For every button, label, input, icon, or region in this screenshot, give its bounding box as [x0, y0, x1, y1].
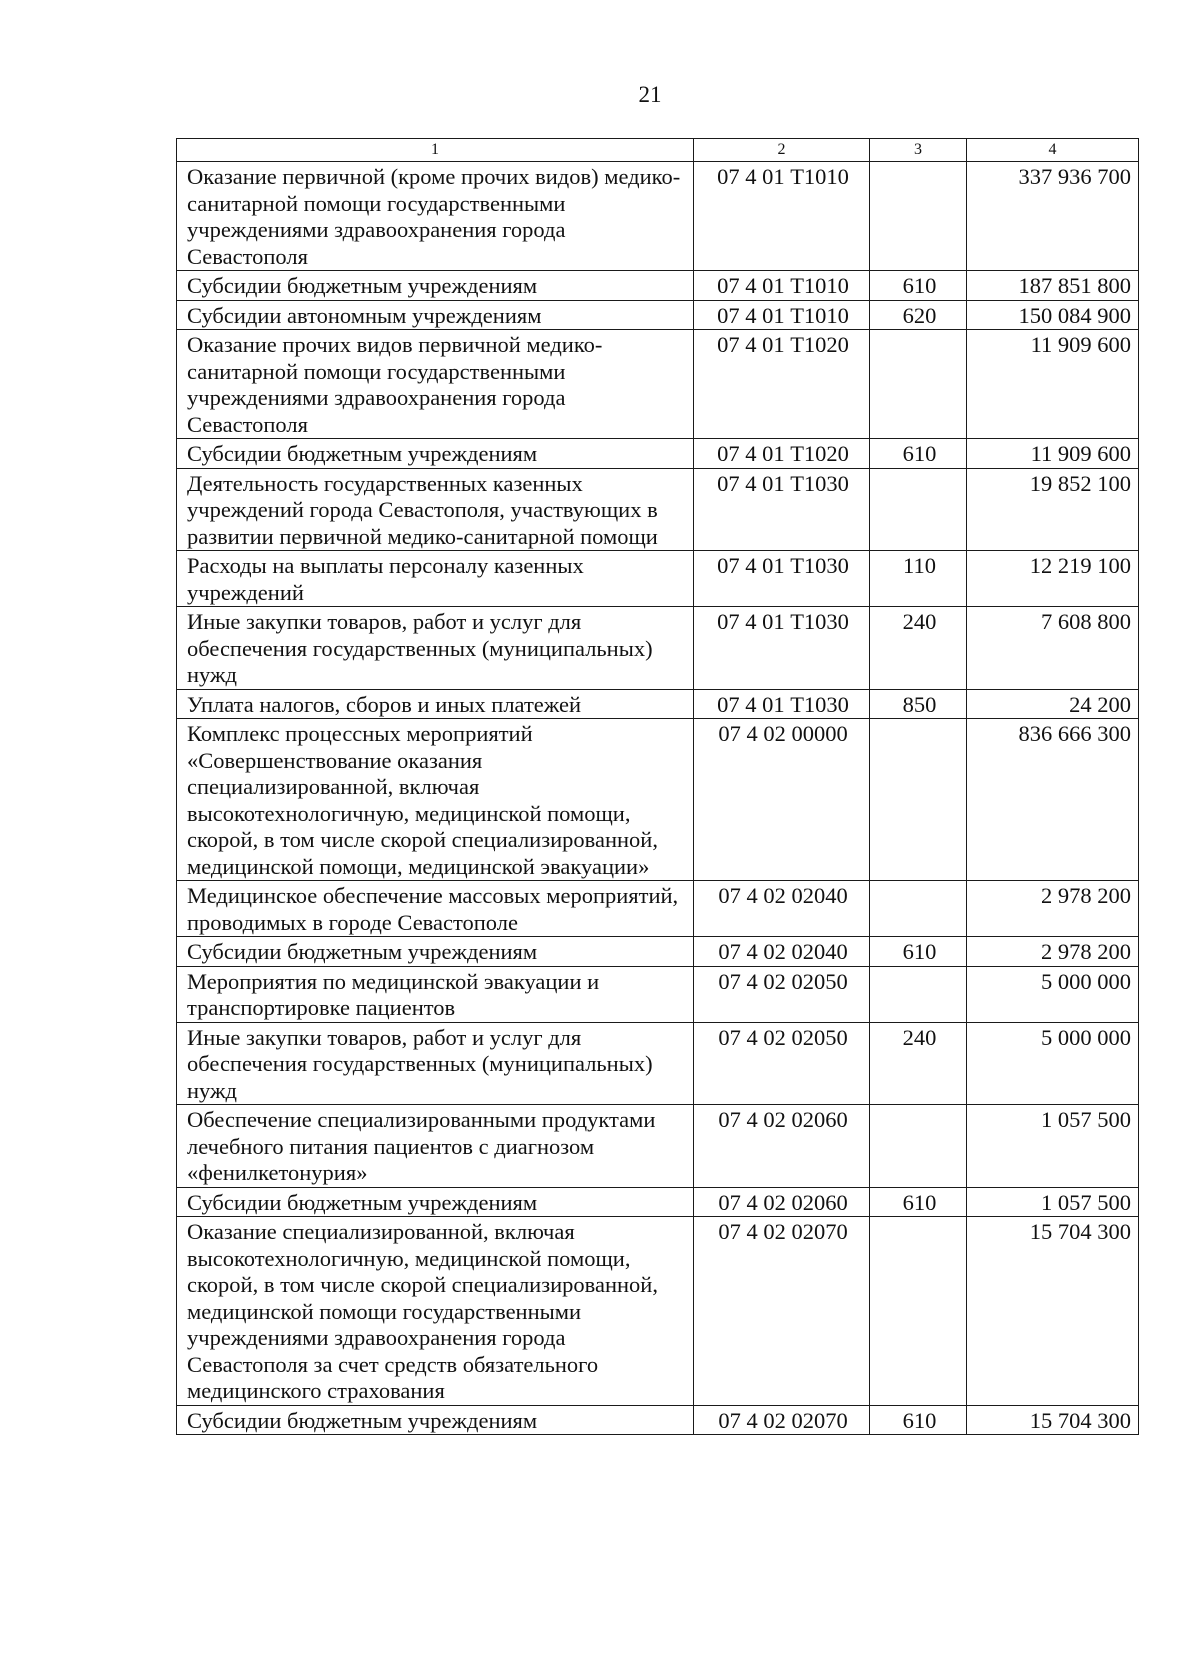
target-code-cell: 07 4 01 Т1030: [694, 468, 870, 551]
expense-type-cell: [870, 330, 967, 439]
expense-name-cell: Иные закупки товаров, работ и услуг для обеспечения государственных (муниципальных) нужд: [177, 607, 694, 690]
expense-type-cell: 110: [870, 551, 967, 607]
budget-table: [176, 138, 1139, 1435]
expense-type-cell: 610: [870, 1187, 967, 1217]
target-code-cell: 07 4 02 02060: [694, 1105, 870, 1188]
expense-name-cell: Медицинское обеспечение массовых мероприятий, проводимых в городе Севастополе: [177, 881, 694, 937]
target-code-cell: 07 4 02 02050: [694, 1022, 870, 1105]
amount-cell: 12 219 100: [967, 551, 1139, 607]
target-code-cell: 07 4 01 Т1020: [694, 330, 870, 439]
amount-cell: 7 608 800: [967, 607, 1139, 690]
amount-cell: 337 936 700: [967, 162, 1139, 271]
amount-cell: 5 000 000: [967, 1022, 1139, 1105]
table-row: [177, 719, 1139, 881]
table-row: [177, 966, 1139, 1022]
amount-cell: 19 852 100: [967, 468, 1139, 551]
target-code-cell: 07 4 02 02070: [694, 1217, 870, 1406]
target-code-cell: 07 4 02 02050: [694, 966, 870, 1022]
target-code-cell: 07 4 02 00000: [694, 719, 870, 881]
table-row: [177, 439, 1139, 469]
expense-name-cell: Комплекс процессных мероприятий «Совершенствование оказания специализированной, включая высокотехнологичную, медицинской помощи, скорой, в том числе скорой специализированной, медицинской помощи, медицинской эвакуации»: [177, 719, 694, 881]
table-row: [177, 1105, 1139, 1188]
expense-type-cell: 610: [870, 937, 967, 967]
expense-type-cell: 610: [870, 271, 967, 301]
column-header-2: 2: [694, 139, 870, 162]
amount-cell: 15 704 300: [967, 1217, 1139, 1406]
expense-type-cell: 610: [870, 1405, 967, 1435]
table-row: [177, 1405, 1139, 1435]
expense-name-cell: Субсидии бюджетным учреждениям: [177, 271, 694, 301]
table-body: [177, 162, 1139, 1435]
table-row: [177, 551, 1139, 607]
expense-type-cell: 610: [870, 439, 967, 469]
expense-type-cell: [870, 1105, 967, 1188]
expense-name-cell: Деятельность государственных казенных учреждений города Севастополя, участвующих в развитии первичной медико-санитарной помощи: [177, 468, 694, 551]
expense-name-cell: Расходы на выплаты персоналу казенных учреждений: [177, 551, 694, 607]
table-row: [177, 468, 1139, 551]
expense-name-cell: Оказание первичной (кроме прочих видов) медико-санитарной помощи государственными учреждениями здравоохранения города Севастополя: [177, 162, 694, 271]
expense-type-cell: [870, 1217, 967, 1406]
column-header-4: 4: [967, 139, 1139, 162]
target-code-cell: 07 4 01 Т1020: [694, 439, 870, 469]
expense-name-cell: Оказание специализированной, включая высокотехнологичную, медицинской помощи, скорой, в том числе скорой специализированной, медицинской помощи государственными учреждениями здравоохранения города Севастополя за счет средств обязательного медицинского страхования: [177, 1217, 694, 1406]
target-code-cell: 07 4 01 Т1030: [694, 551, 870, 607]
target-code-cell: 07 4 02 02040: [694, 937, 870, 967]
table-row: [177, 689, 1139, 719]
column-header-3: 3: [870, 139, 967, 162]
amount-cell: 187 851 800: [967, 271, 1139, 301]
expense-name-cell: Иные закупки товаров, работ и услуг для обеспечения государственных (муниципальных) нужд: [177, 1022, 694, 1105]
target-code-cell: 07 4 01 Т1010: [694, 271, 870, 301]
target-code-cell: 07 4 02 02040: [694, 881, 870, 937]
table-row: [177, 330, 1139, 439]
expense-name-cell: Субсидии автономным учреждениям: [177, 300, 694, 330]
table-row: [177, 1022, 1139, 1105]
expense-type-cell: [870, 966, 967, 1022]
target-code-cell: 07 4 02 02070: [694, 1405, 870, 1435]
column-header-1: 1: [177, 139, 694, 162]
expense-type-cell: [870, 719, 967, 881]
expense-name-cell: Субсидии бюджетным учреждениям: [177, 937, 694, 967]
table-row: [177, 1187, 1139, 1217]
expense-name-cell: Оказание прочих видов первичной медико-санитарной помощи государственными учреждениями здравоохранения города Севастополя: [177, 330, 694, 439]
target-code-cell: 07 4 01 Т1030: [694, 689, 870, 719]
amount-cell: 1 057 500: [967, 1187, 1139, 1217]
table-header-row: [177, 139, 1139, 162]
table-row: [177, 1217, 1139, 1406]
page-number: 21: [638, 82, 662, 107]
expense-type-cell: 240: [870, 607, 967, 690]
amount-cell: 2 978 200: [967, 881, 1139, 937]
amount-cell: 1 057 500: [967, 1105, 1139, 1188]
amount-cell: 15 704 300: [967, 1405, 1139, 1435]
amount-cell: 11 909 600: [967, 330, 1139, 439]
amount-cell: 2 978 200: [967, 937, 1139, 967]
expense-name-cell: Мероприятия по медицинской эвакуации и транспортировке пациентов: [177, 966, 694, 1022]
amount-cell: 5 000 000: [967, 966, 1139, 1022]
expense-type-cell: [870, 881, 967, 937]
table-row: [177, 271, 1139, 301]
expense-name-cell: Уплата налогов, сборов и иных платежей: [177, 689, 694, 719]
expense-type-cell: 240: [870, 1022, 967, 1105]
expense-name-cell: Субсидии бюджетным учреждениям: [177, 439, 694, 469]
expense-type-cell: [870, 468, 967, 551]
amount-cell: 150 084 900: [967, 300, 1139, 330]
expense-name-cell: Субсидии бюджетным учреждениям: [177, 1405, 694, 1435]
target-code-cell: 07 4 01 Т1010: [694, 300, 870, 330]
target-code-cell: 07 4 02 02060: [694, 1187, 870, 1217]
target-code-cell: 07 4 01 Т1010: [694, 162, 870, 271]
table-row: [177, 881, 1139, 937]
table-row: [177, 937, 1139, 967]
table-row: [177, 607, 1139, 690]
expense-type-cell: [870, 162, 967, 271]
expense-type-cell: 620: [870, 300, 967, 330]
target-code-cell: 07 4 01 Т1030: [694, 607, 870, 690]
expense-name-cell: Обеспечение специализированными продуктами лечебного питания пациентов с диагнозом «фенилкетонурия»: [177, 1105, 694, 1188]
amount-cell: 11 909 600: [967, 439, 1139, 469]
table-row: [177, 162, 1139, 271]
expense-type-cell: 850: [870, 689, 967, 719]
amount-cell: 836 666 300: [967, 719, 1139, 881]
amount-cell: 24 200: [967, 689, 1139, 719]
table-row: [177, 300, 1139, 330]
expense-name-cell: Субсидии бюджетным учреждениям: [177, 1187, 694, 1217]
